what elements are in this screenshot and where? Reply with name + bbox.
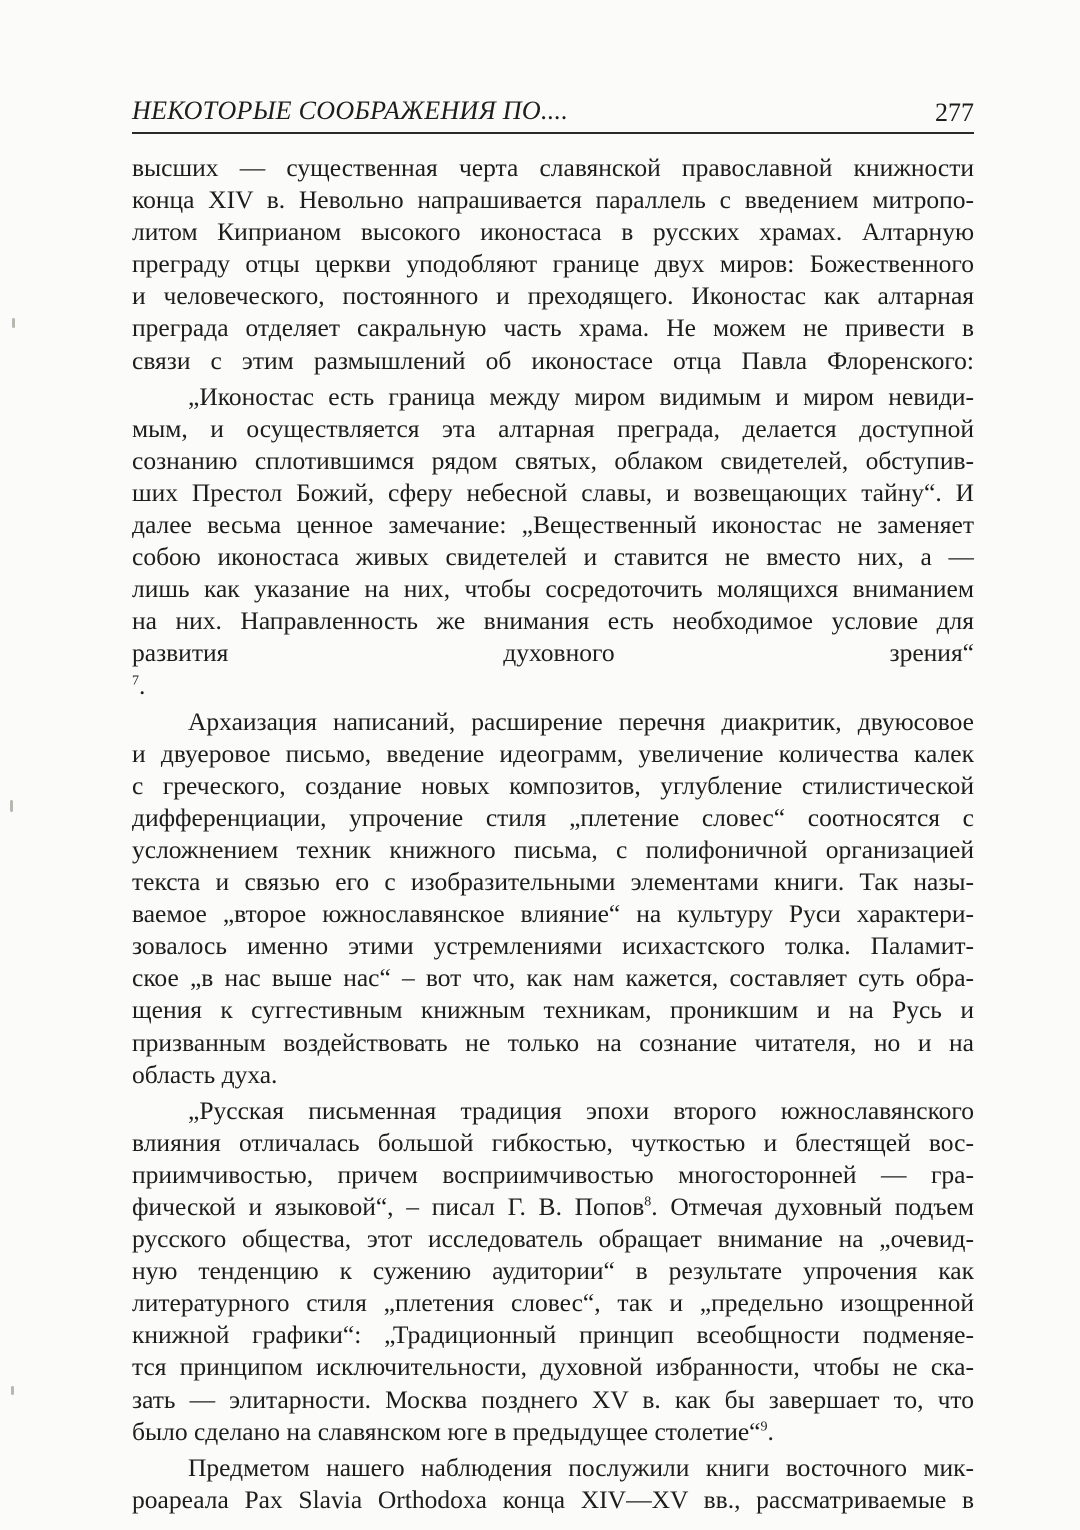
footnote-ref: 9 bbox=[760, 1419, 768, 1435]
text-line: сознанию сплотившимся рядом святых, облаком свидетелей, обступив- bbox=[132, 445, 974, 475]
text-line: связи с этим размышлений об иконостасе отца Павла Флоренского: bbox=[132, 345, 974, 375]
text-line: конца XIV в. Невольно напрашивается параллель с введением митропо- bbox=[132, 185, 974, 215]
text-line: литературного стиля „плетения словес“, так и „предельно изощренной bbox=[132, 1288, 974, 1318]
text-line: лишь как указание на них, чтобы сосредоточить молящихся вниманием bbox=[132, 574, 974, 604]
text-line: ваемое „второе южнославянское влияние“ на культуру Руси характери- bbox=[132, 899, 974, 929]
text-line: и человеческого, постоянного и преходящего. Иконостас как алтарная bbox=[132, 281, 974, 311]
text-line: зать — элитарности. Москва позднего XV в. как бы завершает то, что bbox=[132, 1384, 974, 1414]
text-line: зовалось именно этими устремлениями исихастского толка. Паламит- bbox=[132, 931, 974, 961]
footnote-ref: 7 bbox=[132, 673, 139, 688]
line-tail: . bbox=[767, 1416, 774, 1446]
text-line: на них. Направленность же внимания есть необходимое условие для bbox=[132, 606, 974, 636]
running-title: НЕКОТОРЫЕ СООБРАЖЕНИЯ ПО.... bbox=[132, 96, 569, 125]
text-line bbox=[132, 1416, 974, 1448]
text-line: русского общества, этот исследователь обращает внимание на „очевид- bbox=[132, 1224, 974, 1254]
line-text: фической и языковой“, – писал Г. В. Попов bbox=[132, 1192, 645, 1221]
text-line: „Русская письменная традиция эпохи второго южнославянского bbox=[188, 1095, 974, 1125]
text-line: преграда отделяет сакральную часть храма. Не можем не привести в bbox=[132, 313, 974, 343]
text-line bbox=[132, 1191, 974, 1223]
paragraph bbox=[132, 706, 974, 1091]
text-line: Архаизация написаний, расширение перечня диакритик, двуюсовое bbox=[188, 706, 974, 736]
text-line: усложнением техник книжного письма, с полифоничной организацией bbox=[132, 834, 974, 864]
text-line: книжной графики“: „Традиционный принцип всеобщности подменяе- bbox=[132, 1320, 974, 1350]
paragraph bbox=[132, 381, 974, 702]
margin-mark bbox=[10, 800, 13, 812]
line-text: было сделано на славянском юге в предыдущее столетие“ bbox=[132, 1416, 761, 1446]
text-line: дифференциации, упрочение стиля „плетение словес“ соотносятся с bbox=[132, 802, 974, 832]
text-line: ское „в нас выше нас“ – вот что, как нам кажется, составляет суть обра- bbox=[132, 963, 974, 993]
text-line: ших Престол Божий, сферу небесной славы, и возвещающих тайну“. И bbox=[132, 477, 974, 507]
text-line: „Иконостас есть граница между миром видимым и миром невиди- bbox=[188, 381, 974, 411]
text-line: литом Киприаном высокого иконостаса в русских храмах. Алтарную bbox=[132, 217, 974, 247]
text-line: и двуеровое письмо, введение идеограмм, увеличение количества калек bbox=[132, 738, 974, 768]
line-text: . Отмечая духовный подъем bbox=[651, 1192, 974, 1221]
page-number: 277 bbox=[935, 98, 974, 127]
text-line: собою иконостаса живых свидетелей и ставится не вместо них, а — bbox=[132, 542, 974, 572]
text-line: преграду отцы церкви уподобляют границе двух миров: Божественного bbox=[132, 249, 974, 279]
text-line: высших — существенная черта славянской православной книжности bbox=[132, 153, 974, 182]
text-line: роареала Pax Slavia Orthodoxa конца XIV—XV вв., рассматриваемые в bbox=[132, 1484, 974, 1514]
text-line: далее весьма ценное замечание: „Вещественный иконостас не заменяет bbox=[132, 510, 974, 540]
page-header bbox=[132, 88, 974, 134]
text-line: приимчивостью, причем восприимчивостью многосторонней — гра- bbox=[132, 1159, 974, 1189]
text-line: с греческого, создание новых композитов, углубление стилистической bbox=[132, 770, 974, 800]
text-line: развития духовного зрения“ bbox=[132, 638, 974, 668]
text-line: призванным воздействовать не только на сознание читателя, но и на bbox=[132, 1027, 974, 1057]
text-line: текста и связью его с изобразительными элементами книги. Так назы- bbox=[132, 867, 974, 897]
margin-mark bbox=[12, 318, 15, 328]
text-line: область духа. bbox=[132, 1059, 278, 1089]
body-text bbox=[132, 152, 974, 1516]
text-line: ную тенденцию к сужению аудитории“ в результате упрочения как bbox=[132, 1256, 974, 1286]
paragraph bbox=[132, 152, 974, 377]
footnote-ref: 8 bbox=[644, 1194, 652, 1210]
paragraph bbox=[132, 1452, 974, 1516]
text-line: щения к суггестивным книжным техникам, проникшим и на Русь и bbox=[132, 995, 974, 1025]
paragraph bbox=[132, 1095, 974, 1448]
margin-mark bbox=[11, 1386, 14, 1395]
text-line: мым, и осуществляется эта алтарная преграда, делается доступной bbox=[132, 413, 974, 443]
line-tail: . bbox=[139, 670, 146, 700]
text-line: влияния отличалась большой гибкостью, чуткостью и блестящей вос- bbox=[132, 1127, 974, 1157]
text-line bbox=[132, 670, 974, 702]
text-line: Предметом нашего наблюдения послужили книги восточного мик- bbox=[188, 1452, 974, 1482]
text-line: тся принципом исключительности, духовной избранности, чтобы не ска- bbox=[132, 1352, 974, 1382]
